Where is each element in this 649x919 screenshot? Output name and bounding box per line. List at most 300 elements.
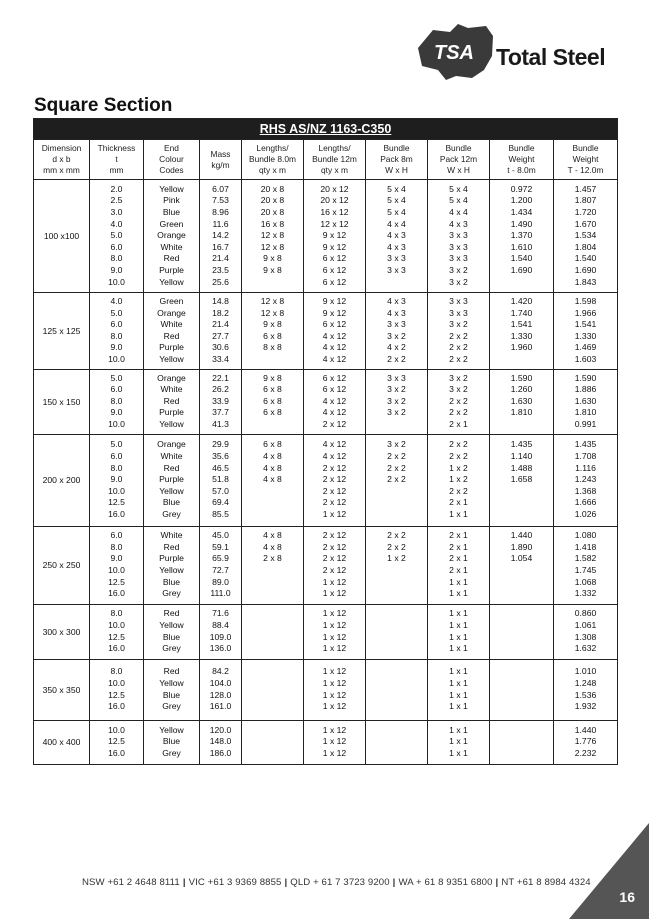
wt12-value: 1.690	[574, 264, 597, 275]
colour-value: Orange	[157, 307, 186, 318]
mass-value: 41.3	[212, 418, 229, 429]
mass-value: 65.9	[212, 553, 229, 564]
len8-value	[242, 620, 303, 632]
wt8-value: 1.054	[510, 553, 533, 564]
pack12-value: 1 x 1	[449, 689, 468, 700]
footer-phone: NT +61 8 8984 4324	[501, 877, 591, 888]
pack12-value: 5 x 4	[449, 183, 468, 194]
footer-phone: WA + 61 8 9351 6800	[398, 877, 493, 888]
pack12-value: 2 x 2	[449, 451, 468, 462]
pack12-value: 2 x 2	[449, 485, 468, 496]
mass-value: 128.0	[209, 689, 232, 700]
wt12-value: 1.666	[574, 497, 597, 508]
thickness-value: 12.5	[108, 689, 125, 700]
mass-value: 136.0	[209, 643, 232, 654]
thickness-value: 16.0	[108, 509, 125, 520]
len8-value: 9 x 8	[263, 372, 282, 383]
thickness-value: 4.0	[110, 218, 123, 229]
pack8-cell	[366, 720, 428, 764]
pack12-value: 5 x 4	[449, 195, 468, 206]
dimension-cell: 300 x 300	[34, 604, 90, 659]
len8-value	[242, 277, 303, 289]
len12-value: 12 x 12	[320, 218, 349, 229]
len8-value: 4 x 8	[263, 474, 282, 485]
wt8-value	[490, 565, 553, 577]
len8-cell	[242, 293, 304, 370]
len8-value: 12 x 8	[260, 241, 285, 252]
mass-cell	[200, 293, 242, 370]
thickness-value: 6.0	[110, 451, 123, 462]
wt12-value: 1.598	[574, 296, 597, 306]
pack8-value: 3 x 3	[387, 372, 406, 383]
wt8-cell	[490, 659, 554, 720]
pack12-value: 2 x 1	[449, 565, 468, 576]
len8-cell	[242, 180, 304, 293]
wt8-value: 1.490	[510, 218, 533, 229]
header-line: Bundle	[383, 143, 410, 153]
pack8-value: 4 x 3	[387, 241, 406, 252]
mass-value: 11.6	[212, 218, 229, 229]
len8-value	[242, 632, 303, 644]
pack8-value: 3 x 3	[387, 319, 406, 330]
len8-value: 12 x 8	[260, 230, 285, 241]
colour-value: Yellow	[159, 565, 184, 576]
table-row	[34, 434, 618, 526]
pack12-value: 2 x 1	[449, 553, 468, 564]
len8-value: 12 x 8	[260, 296, 285, 306]
pack12-value: 3 x 3	[449, 230, 468, 241]
wt12-value: 1.807	[574, 195, 597, 206]
pack8-value	[366, 486, 427, 498]
colour-value: Purple	[159, 264, 184, 275]
thickness-cell	[90, 293, 144, 370]
wt8-value: 1.140	[510, 451, 533, 462]
pack8-value: 3 x 2	[387, 439, 406, 450]
column-header	[34, 140, 90, 180]
len12-value: 1 x 12	[322, 689, 347, 700]
table-row	[34, 180, 618, 293]
table-band-title: RHS AS/NZ 1163-C350	[34, 119, 618, 140]
pack8-value: 3 x 2	[387, 384, 406, 395]
table-row	[34, 293, 618, 370]
len8-value	[242, 725, 303, 737]
wt12-cell	[554, 293, 618, 370]
len8-value	[242, 701, 303, 713]
mass-value: 7.53	[212, 195, 229, 206]
thickness-value: 5.0	[110, 372, 123, 383]
colour-cell	[144, 526, 200, 604]
pack8-value	[366, 509, 427, 521]
len12-cell	[304, 526, 366, 604]
pack8-value	[366, 643, 427, 655]
thickness-value: 10.0	[108, 724, 125, 735]
mass-value: 148.0	[209, 736, 232, 747]
wt12-value: 1.061	[574, 619, 597, 630]
thickness-value: 9.0	[110, 407, 123, 418]
pack12-value: 3 x 3	[449, 241, 468, 252]
pack8-value	[366, 577, 427, 589]
thickness-value: 12.5	[108, 736, 125, 747]
wt12-value: 1.745	[574, 565, 597, 576]
wt8-cell	[490, 434, 554, 526]
thickness-cell	[90, 434, 144, 526]
pack12-value: 2 x 2	[449, 407, 468, 418]
len8-value: 6 x 8	[263, 384, 282, 395]
mass-value: 21.4	[212, 253, 229, 264]
wt8-value	[490, 354, 553, 366]
pack8-value	[366, 497, 427, 509]
mass-value: 33.9	[212, 395, 229, 406]
mass-value: 16.7	[212, 241, 229, 252]
pack12-cell	[428, 180, 490, 293]
pack12-value: 2 x 1	[449, 541, 468, 552]
len12-value: 2 x 12	[322, 553, 347, 564]
thickness-value: 6.0	[110, 384, 123, 395]
thickness-value: 10.0	[108, 565, 125, 576]
wt8-value: 1.690	[510, 264, 533, 275]
len8-value: 4 x 8	[263, 541, 282, 552]
pack8-value	[366, 725, 427, 737]
colour-value: Purple	[159, 342, 184, 353]
pack12-value: 1 x 1	[449, 677, 468, 688]
thickness-value: 6.0	[110, 241, 123, 252]
thickness-value: 8.0	[110, 330, 123, 341]
footer-separator: |	[284, 877, 288, 888]
thickness-value: 8.0	[110, 253, 123, 264]
len12-value: 1 x 12	[322, 619, 347, 630]
len12-value: 1 x 12	[322, 666, 347, 677]
thickness-value: 10.0	[108, 418, 125, 429]
len8-value: 6 x 8	[263, 395, 282, 406]
thickness-value: 8.0	[110, 666, 123, 677]
wt12-value: 1.026	[574, 509, 597, 520]
pack12-value: 1 x 1	[449, 736, 468, 747]
len12-value: 1 x 12	[322, 608, 347, 619]
thickness-value: 9.0	[110, 342, 123, 353]
mass-cell	[200, 180, 242, 293]
colour-value: Blue	[162, 207, 181, 218]
column-header	[304, 140, 366, 180]
pack12-cell	[428, 604, 490, 659]
len8-value	[242, 565, 303, 577]
colour-value: Grey	[162, 701, 181, 712]
len8-cell	[242, 720, 304, 764]
len12-value: 2 x 12	[322, 485, 347, 496]
wt8-value	[490, 678, 553, 690]
header-line: Bundle 12m	[312, 154, 357, 164]
thickness-value: 10.0	[108, 619, 125, 630]
pack12-cell	[428, 526, 490, 604]
colour-cell	[144, 604, 200, 659]
pack12-value: 2 x 2	[449, 395, 468, 406]
table-row	[34, 720, 618, 764]
pack8-value: 5 x 4	[387, 195, 406, 206]
mass-cell	[200, 659, 242, 720]
header-line: t - 8.0m	[507, 165, 536, 175]
footer-separator: |	[392, 877, 396, 888]
len8-value: 9 x 8	[263, 253, 282, 264]
pack12-cell	[428, 659, 490, 720]
wt12-value: 1.435	[574, 439, 597, 450]
header-line: Bundle	[572, 143, 599, 153]
wt12-value: 1.582	[574, 553, 597, 564]
wt8-cell	[490, 720, 554, 764]
pack8-value: 3 x 3	[387, 253, 406, 264]
wt12-value: 1.116	[575, 462, 596, 473]
pack8-value: 4 x 4	[387, 218, 406, 229]
wt8-cell	[490, 604, 554, 659]
header-line: mm x mm	[43, 165, 80, 175]
pack12-value: 1 x 1	[449, 747, 468, 758]
header-line: kg/m	[211, 159, 230, 170]
pack8-value	[366, 588, 427, 600]
colour-value: White	[160, 451, 183, 462]
wt8-value	[490, 608, 553, 620]
len12-value: 20 x 12	[320, 183, 349, 194]
pack8-cell	[366, 293, 428, 370]
wt12-value: 1.536	[574, 689, 597, 700]
footer-contacts	[82, 877, 591, 888]
wt12-value: 1.932	[574, 701, 597, 712]
len12-value: 9 x 12	[322, 296, 347, 306]
len12-value: 1 x 12	[322, 588, 347, 599]
footer-separator: |	[182, 877, 186, 888]
header-line: T - 12.0m	[567, 165, 604, 175]
pack8-cell	[366, 434, 428, 526]
wt12-value: 1.332	[574, 588, 597, 599]
thickness-value: 6.0	[110, 530, 123, 541]
pack8-value: 2 x 2	[387, 530, 406, 541]
colour-cell	[144, 369, 200, 434]
len12-value: 1 x 12	[322, 736, 347, 747]
pack12-value: 2 x 2	[449, 342, 468, 353]
len8-value: 20 x 8	[260, 207, 285, 218]
pack12-value: 1 x 1	[449, 576, 468, 587]
colour-value: Yellow	[159, 619, 184, 630]
wt12-value: 1.670	[574, 218, 597, 229]
len8-value: 6 x 8	[263, 407, 282, 418]
footer-phone: VIC +61 3 9369 8855	[188, 877, 282, 888]
len8-value: 9 x 8	[263, 264, 282, 275]
pack12-cell	[428, 720, 490, 764]
thickness-value: 10.0	[108, 276, 125, 287]
pack12-value: 3 x 2	[449, 276, 468, 287]
colour-value: Yellow	[159, 677, 184, 688]
pack8-value: 3 x 2	[387, 407, 406, 418]
column-header	[242, 140, 304, 180]
pack8-value: 4 x 3	[387, 230, 406, 241]
pack8-value: 2 x 2	[387, 541, 406, 552]
colour-value: White	[160, 384, 183, 395]
len12-value: 4 x 12	[322, 395, 347, 406]
len12-value: 1 x 12	[322, 631, 347, 642]
colour-value: Purple	[159, 553, 184, 564]
wt12-value: 1.603	[574, 353, 597, 364]
pack12-value: 2 x 1	[449, 497, 468, 508]
thickness-cell	[90, 604, 144, 659]
wt8-value: 1.434	[510, 207, 533, 218]
thickness-value: 8.0	[110, 395, 123, 406]
wt8-value: 1.200	[510, 195, 533, 206]
thickness-value: 16.0	[108, 747, 125, 758]
logo-mark: TSA	[434, 42, 474, 64]
len8-value	[242, 643, 303, 655]
wt12-cell	[554, 720, 618, 764]
wt12-value: 1.368	[574, 485, 597, 496]
mass-value: 21.4	[212, 319, 229, 330]
colour-value: Yellow	[159, 353, 184, 364]
pack8-cell	[366, 659, 428, 720]
colour-value: Blue	[162, 497, 181, 508]
pack12-value: 3 x 2	[449, 384, 468, 395]
pack8-value: 1 x 2	[387, 553, 406, 564]
mass-value: 33.4	[212, 353, 229, 364]
thickness-value: 9.0	[110, 264, 123, 275]
colour-value: Orange	[157, 230, 186, 241]
len12-cell	[304, 659, 366, 720]
len12-value: 9 x 12	[322, 241, 347, 252]
dimension-cell: 125 x 125	[34, 293, 90, 370]
header-line: Lengths/	[318, 143, 351, 153]
pack8-cell	[366, 369, 428, 434]
len12-value: 6 x 12	[322, 264, 347, 275]
wt8-value: 1.658	[510, 474, 533, 485]
pack12-cell	[428, 293, 490, 370]
mass-value: 69.4	[212, 497, 229, 508]
len12-value: 4 x 12	[322, 353, 347, 364]
pack8-value	[366, 666, 427, 678]
wt12-value: 1.010	[574, 666, 597, 677]
pack12-value: 2 x 1	[449, 530, 468, 541]
len12-value: 9 x 12	[322, 307, 347, 318]
len12-value: 6 x 12	[322, 253, 347, 264]
wt12-value: 1.843	[574, 276, 597, 287]
len12-value: 6 x 12	[322, 372, 347, 383]
wt8-value	[490, 725, 553, 737]
wt12-value: 1.720	[574, 207, 597, 218]
header-line: Pack 12m	[439, 154, 478, 164]
column-header	[90, 140, 144, 180]
mass-value: 120.0	[209, 724, 232, 735]
colour-value: Grey	[162, 747, 181, 758]
len8-value: 6 x 8	[263, 439, 282, 450]
colour-value: Yellow	[159, 276, 184, 287]
table-row	[34, 659, 618, 720]
wt12-value: 1.243	[574, 474, 597, 485]
wt12-value: 1.440	[574, 724, 597, 735]
pack8-value	[366, 565, 427, 577]
thickness-value: 2.5	[110, 195, 123, 206]
mass-value: 72.7	[212, 565, 229, 576]
page-title: Square Section	[34, 95, 173, 116]
thickness-cell	[90, 369, 144, 434]
len12-value: 2 x 12	[322, 497, 347, 508]
colour-value: Yellow	[159, 485, 184, 496]
colour-value: Pink	[163, 195, 180, 206]
mass-value: 14.8	[212, 296, 229, 306]
colour-value: Red	[163, 541, 180, 552]
mass-value: 111.0	[210, 588, 231, 599]
wt8-value: 1.435	[510, 439, 533, 450]
pack8-cell	[366, 604, 428, 659]
pack8-value: 4 x 3	[387, 307, 406, 318]
len8-value: 8 x 8	[263, 342, 282, 353]
colour-value: White	[160, 241, 183, 252]
colour-cell	[144, 180, 200, 293]
wt12-value: 1.540	[574, 253, 597, 264]
pack8-value: 2 x 2	[387, 353, 406, 364]
wt12-value: 1.308	[574, 631, 597, 642]
pack12-value: 3 x 2	[449, 372, 468, 383]
len8-value	[242, 486, 303, 498]
len12-cell	[304, 604, 366, 659]
thickness-value: 8.0	[110, 608, 123, 619]
wt12-value: 1.457	[574, 183, 597, 194]
pack8-value: 4 x 3	[387, 296, 406, 306]
wt12-value: 0.860	[574, 608, 597, 619]
pack12-value: 3 x 2	[449, 264, 468, 275]
dimension-cell: 150 x 150	[34, 369, 90, 434]
len8-value	[242, 577, 303, 589]
len12-value: 1 x 12	[322, 747, 347, 758]
header-line: Codes	[159, 165, 184, 175]
colour-value: Green	[159, 218, 184, 229]
wt8-value	[490, 486, 553, 498]
colour-value: Blue	[162, 736, 181, 747]
wt12-value: 1.469	[574, 342, 597, 353]
wt8-value: 1.488	[510, 462, 533, 473]
wt12-value: 1.248	[574, 677, 597, 688]
mass-value: 84.2	[212, 666, 229, 677]
wt8-value	[490, 577, 553, 589]
thickness-value: 10.0	[108, 485, 125, 496]
header-line: qty x m	[321, 165, 348, 175]
pack12-value: 2 x 2	[449, 353, 468, 364]
len12-value: 6 x 12	[322, 276, 347, 287]
thickness-value: 12.5	[108, 631, 125, 642]
pack12-value: 3 x 2	[449, 319, 468, 330]
len12-value: 2 x 12	[322, 474, 347, 485]
brand-name: Total Steel	[496, 44, 606, 70]
mass-cell	[200, 369, 242, 434]
len8-value	[242, 497, 303, 509]
pack12-value: 1 x 1	[449, 701, 468, 712]
thickness-value: 2.0	[110, 183, 123, 194]
colour-value: Purple	[159, 407, 184, 418]
colour-value: Orange	[157, 372, 186, 383]
wt12-cell	[554, 180, 618, 293]
len8-value	[242, 354, 303, 366]
wt12-cell	[554, 434, 618, 526]
wt8-cell	[490, 526, 554, 604]
wt12-value: 1.541	[574, 319, 597, 330]
wt8-cell	[490, 180, 554, 293]
wt8-value: 1.540	[510, 253, 533, 264]
pack12-value: 1 x 1	[449, 643, 468, 654]
dimension-cell: 350 x 350	[34, 659, 90, 720]
pack8-value: 3 x 2	[387, 395, 406, 406]
thickness-value: 5.0	[110, 307, 123, 318]
len12-value: 4 x 12	[322, 407, 347, 418]
mass-value: 89.0	[212, 576, 229, 587]
len12-value: 9 x 12	[322, 230, 347, 241]
mass-value: 59.1	[212, 541, 229, 552]
mass-value: 29.9	[212, 439, 229, 450]
column-header	[428, 140, 490, 180]
pack8-value: 5 x 4	[387, 183, 406, 194]
mass-cell	[200, 434, 242, 526]
table-row	[34, 369, 618, 434]
